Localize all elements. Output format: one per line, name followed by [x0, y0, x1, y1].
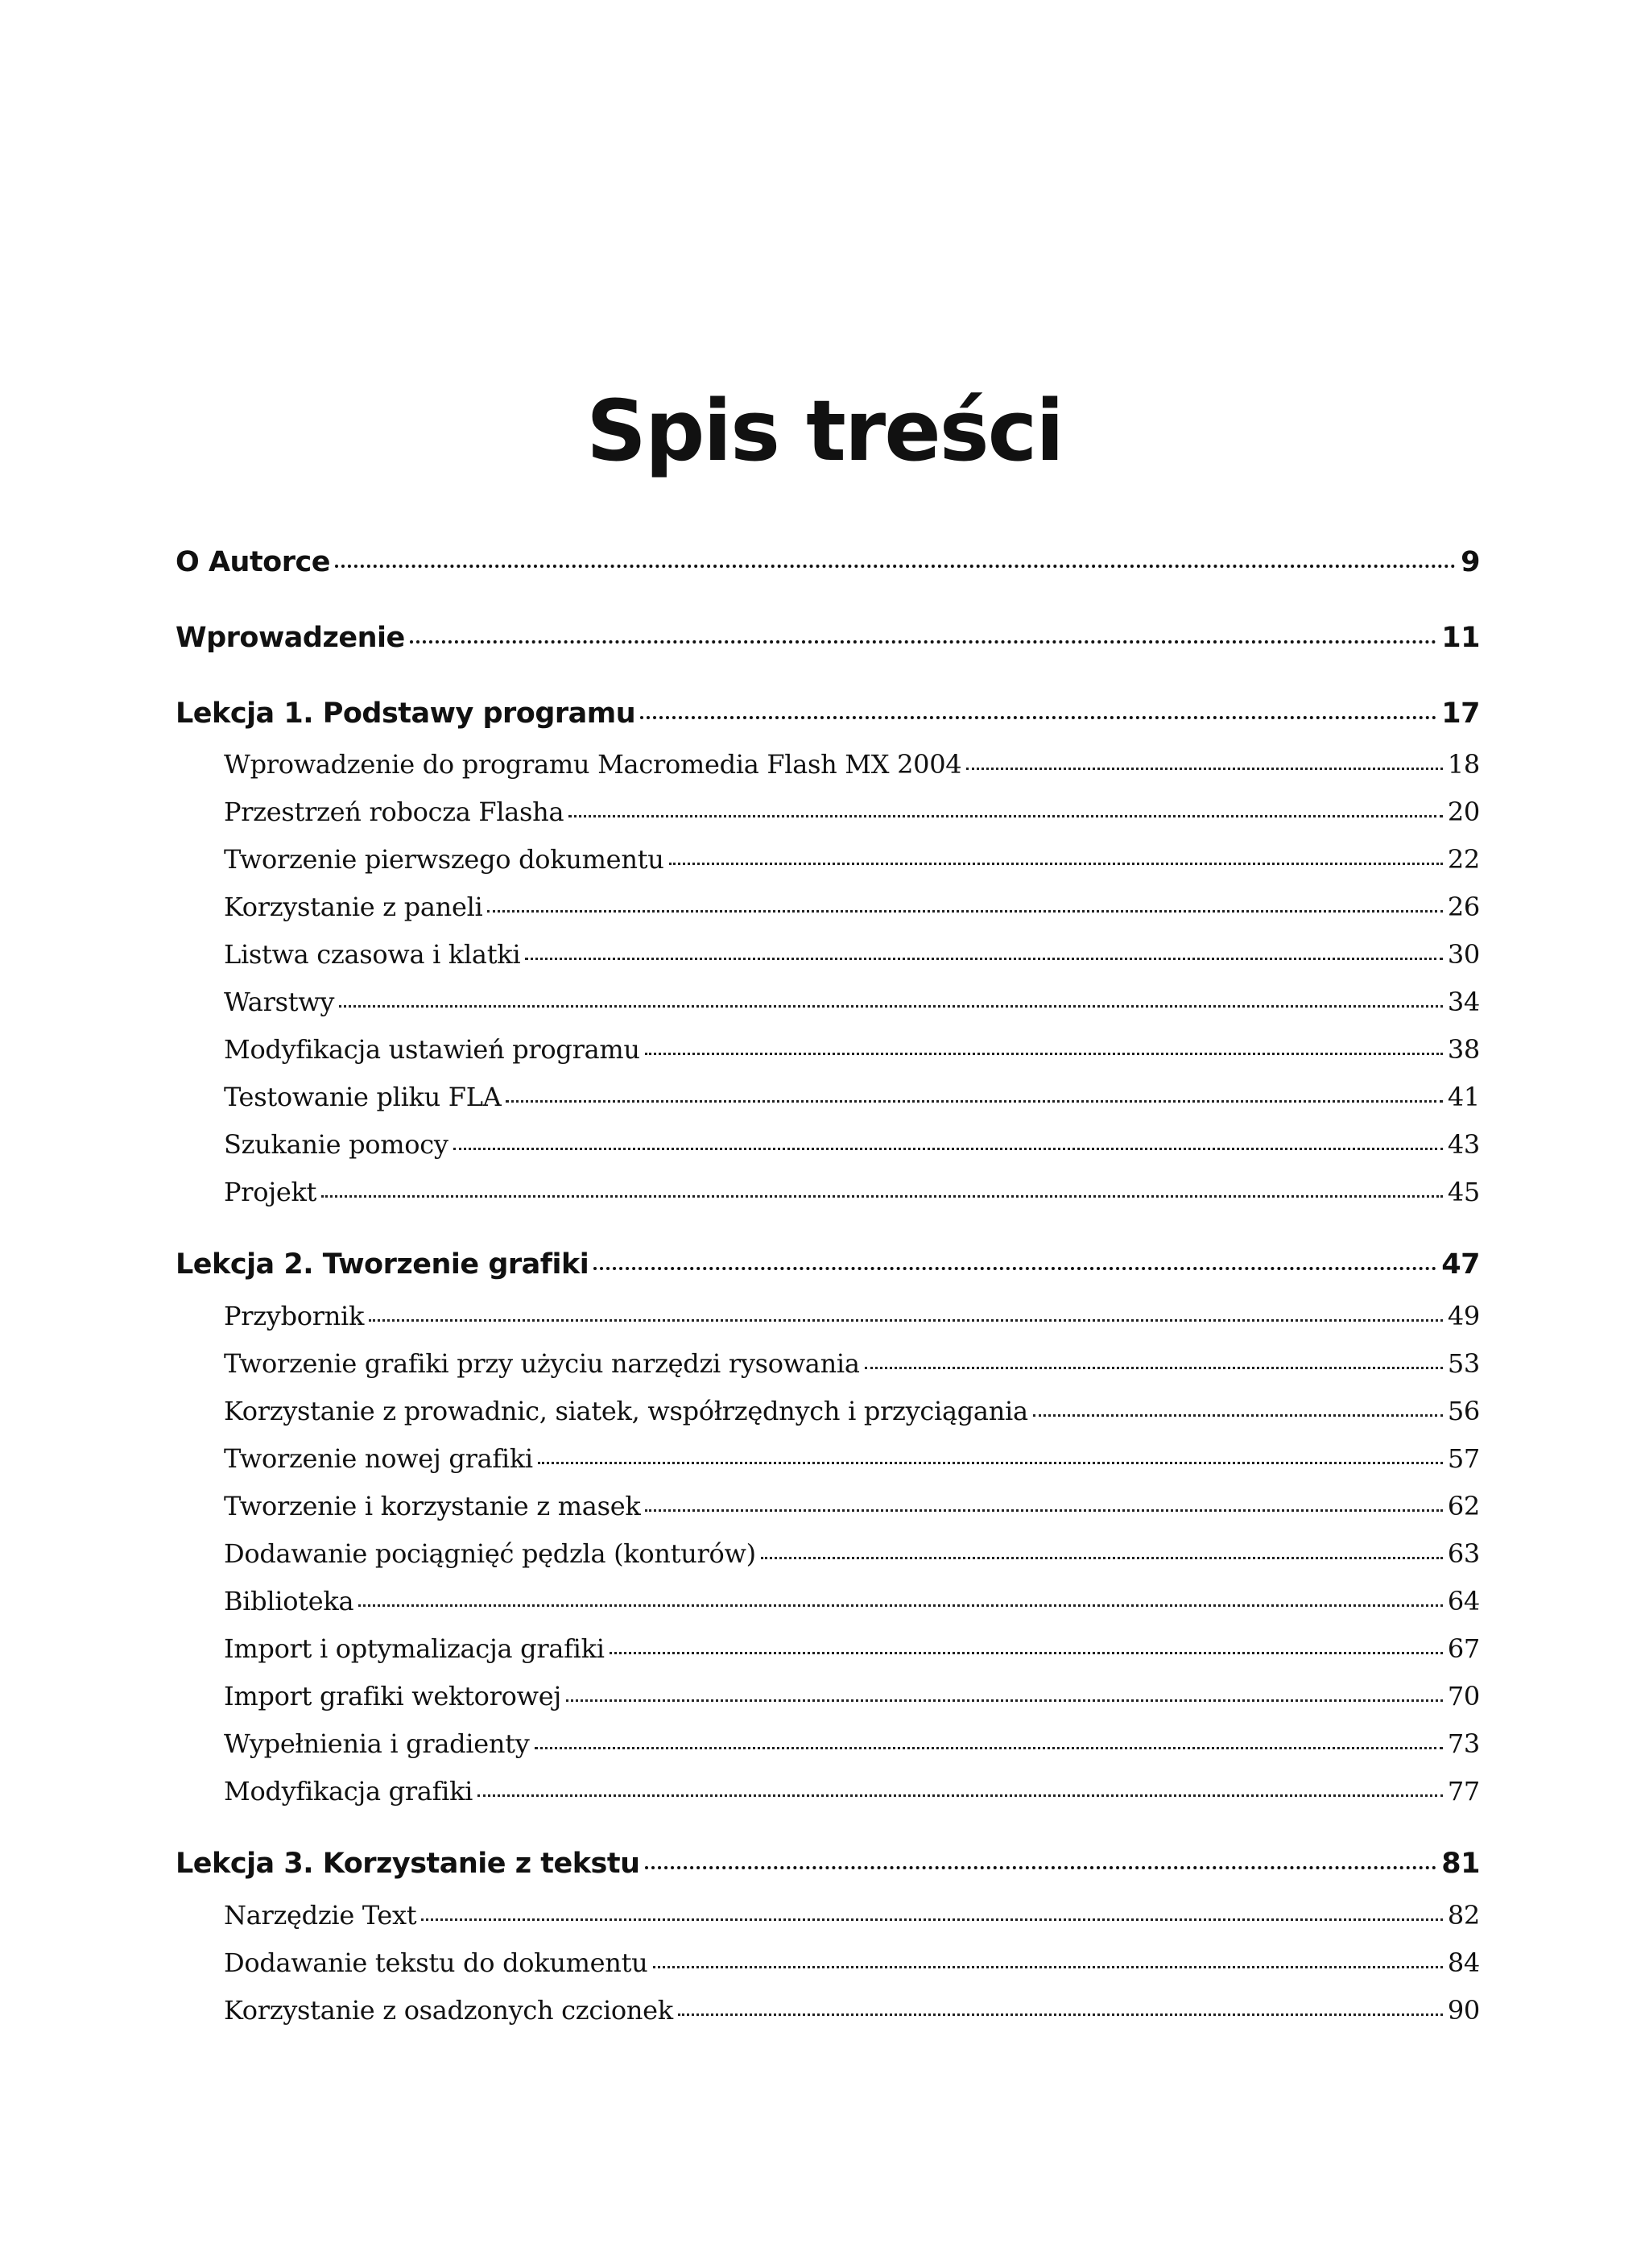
- toc-entry-page: 64: [1447, 1586, 1480, 1616]
- dot-leader: [640, 716, 1436, 719]
- toc-section[interactable]: [176, 1034, 1480, 1065]
- toc-entry-label: Tworzenie pierwszego dokumentu: [224, 844, 664, 875]
- toc-entry-label: Testowanie pliku FLA: [224, 1082, 502, 1112]
- toc-entry-page: 30: [1447, 939, 1480, 970]
- toc-section[interactable]: [176, 1443, 1480, 1474]
- toc-entry-label: Korzystanie z prowadnic, siatek, współrzędnych i przyciągania: [224, 1396, 1028, 1426]
- toc-section[interactable]: [176, 1538, 1480, 1569]
- toc-entry-label: Warstwy: [224, 987, 335, 1017]
- toc-chapter[interactable]: [176, 1848, 1480, 1880]
- toc-entry-page: 34: [1447, 987, 1480, 1017]
- toc-entry-label: Tworzenie grafiki przy użyciu narzędzi rysowania: [224, 1348, 860, 1379]
- toc-entry-page: 84: [1447, 1947, 1480, 1978]
- toc-section[interactable]: [176, 1177, 1480, 1207]
- toc-section[interactable]: [176, 987, 1480, 1017]
- toc-entry-page: 56: [1447, 1396, 1480, 1426]
- toc-entry-label: Listwa czasowa i klatki: [224, 939, 521, 970]
- dot-leader: [421, 1918, 1443, 1921]
- toc-section[interactable]: [176, 1129, 1480, 1160]
- toc-entry-page: 90: [1447, 1995, 1480, 2026]
- toc-chapter[interactable]: [176, 622, 1480, 654]
- toc-section[interactable]: [176, 1491, 1480, 1521]
- dot-leader: [568, 815, 1443, 817]
- toc-entry-label: Import grafiki wektorowej: [224, 1681, 561, 1711]
- dot-leader: [645, 1866, 1437, 1869]
- toc-entry-page: 47: [1441, 1248, 1480, 1281]
- dot-leader: [525, 958, 1443, 960]
- toc-entry-label: Biblioteka: [224, 1586, 354, 1616]
- toc-entry-page: 62: [1447, 1491, 1480, 1521]
- toc-section[interactable]: [176, 1900, 1480, 1931]
- toc-section[interactable]: [176, 1396, 1480, 1426]
- dot-leader: [610, 1652, 1443, 1654]
- toc-section[interactable]: [176, 797, 1480, 827]
- toc-entry-page: 70: [1447, 1681, 1480, 1711]
- toc-section[interactable]: [176, 1995, 1480, 2026]
- dot-leader: [678, 2013, 1443, 2016]
- toc-entry-label: Przybornik: [224, 1301, 365, 1331]
- toc-entry-page: 17: [1441, 697, 1480, 730]
- dot-leader: [410, 640, 1437, 644]
- dot-leader: [535, 1747, 1443, 1749]
- toc-entry-label: Projekt: [224, 1177, 317, 1207]
- dot-leader: [477, 1794, 1443, 1797]
- toc-section[interactable]: [176, 1348, 1480, 1379]
- toc-entry-page: 9: [1461, 546, 1480, 578]
- toc-entry-label: Tworzenie nowej grafiki: [224, 1443, 533, 1474]
- toc-entry-label: Modyfikacja ustawień programu: [224, 1034, 640, 1065]
- toc-section[interactable]: [176, 939, 1480, 970]
- toc-entry-page: 43: [1447, 1129, 1480, 1160]
- toc-entry-label: Lekcja 3. Korzystanie z tekstu: [176, 1848, 640, 1880]
- dot-leader: [669, 863, 1443, 865]
- toc-entry-label: Import i optymalizacja grafiki: [224, 1633, 605, 1664]
- toc-entry-label: Lekcja 2. Tworzenie grafiki: [176, 1248, 589, 1281]
- toc-section[interactable]: [176, 1586, 1480, 1616]
- dot-leader: [1033, 1414, 1443, 1417]
- dot-leader: [369, 1319, 1443, 1322]
- toc-entry-page: 73: [1447, 1728, 1480, 1759]
- toc-section[interactable]: [176, 1728, 1480, 1759]
- dot-leader: [645, 1509, 1442, 1512]
- toc-entry-page: 45: [1447, 1177, 1480, 1207]
- dot-leader: [538, 1462, 1443, 1464]
- toc-entry-label: O Autorce: [176, 546, 330, 578]
- toc-entry-page: 26: [1447, 892, 1480, 922]
- toc-entry-label: Korzystanie z osadzonych czcionek: [224, 1995, 673, 2026]
- toc-entry-page: 18: [1447, 749, 1480, 780]
- toc-entry-page: 57: [1447, 1443, 1480, 1474]
- toc-section[interactable]: [176, 1776, 1480, 1807]
- toc-chapter[interactable]: [176, 546, 1480, 578]
- dot-leader: [645, 1053, 1443, 1055]
- toc-section[interactable]: [176, 1633, 1480, 1664]
- toc-entry-page: 41: [1447, 1082, 1480, 1112]
- page-title: Spis treści: [586, 382, 1063, 480]
- dot-leader: [865, 1367, 1443, 1369]
- table-of-contents: [176, 0, 1480, 2268]
- toc-entry-page: 63: [1447, 1538, 1480, 1569]
- dot-leader: [966, 768, 1443, 770]
- toc-entry-page: 81: [1441, 1848, 1480, 1880]
- toc-entry-page: 53: [1447, 1348, 1480, 1379]
- dot-leader: [487, 910, 1442, 913]
- dot-leader: [506, 1100, 1442, 1103]
- toc-entry-label: Wprowadzenie: [176, 622, 405, 654]
- toc-entry-label: Wypełnienia i gradienty: [224, 1728, 530, 1759]
- toc-entry-page: 22: [1447, 844, 1480, 875]
- toc-entry-page: 82: [1447, 1900, 1480, 1931]
- dot-leader: [653, 1966, 1443, 1968]
- toc-entry-label: Przestrzeń robocza Flasha: [224, 797, 564, 827]
- toc-chapter[interactable]: [176, 1248, 1480, 1281]
- toc-entry-page: 38: [1447, 1034, 1480, 1065]
- toc-entry-label: Tworzenie i korzystanie z masek: [224, 1491, 641, 1521]
- toc-entry-page: 20: [1447, 797, 1480, 827]
- toc-chapter[interactable]: [176, 697, 1480, 730]
- toc-entry-label: Korzystanie z paneli: [224, 892, 483, 922]
- toc-section[interactable]: [176, 844, 1480, 875]
- dot-leader: [339, 1005, 1443, 1008]
- toc-section[interactable]: [176, 1082, 1480, 1112]
- toc-section[interactable]: [176, 1681, 1480, 1711]
- dot-leader: [593, 1267, 1436, 1270]
- toc-entry-label: Dodawanie tekstu do dokumentu: [224, 1947, 648, 1978]
- toc-entry-page: 67: [1447, 1633, 1480, 1664]
- toc-section[interactable]: [176, 1301, 1480, 1331]
- dot-leader: [761, 1557, 1443, 1559]
- toc-section[interactable]: [176, 1947, 1480, 1978]
- dot-leader: [335, 565, 1456, 568]
- toc-entry-label: Dodawanie pociągnięć pędzla (konturów): [224, 1538, 756, 1569]
- toc-entry-label: Wprowadzenie do programu Macromedia Flash MX 2004: [224, 749, 962, 780]
- dot-leader: [358, 1604, 1443, 1607]
- toc-entry-label: Modyfikacja grafiki: [224, 1776, 473, 1807]
- toc-entry-page: 11: [1441, 622, 1480, 654]
- dot-leader: [321, 1195, 1443, 1198]
- dot-leader: [453, 1148, 1443, 1150]
- toc-section[interactable]: [176, 892, 1480, 922]
- toc-entry-label: Lekcja 1. Podstawy programu: [176, 697, 636, 730]
- toc-entry-page: 49: [1447, 1301, 1480, 1331]
- toc-entry-label: Szukanie pomocy: [224, 1129, 448, 1160]
- toc-section[interactable]: [176, 749, 1480, 780]
- toc-entry-label: Narzędzie Text: [224, 1900, 417, 1931]
- dot-leader: [566, 1699, 1443, 1702]
- toc-entry-page: 77: [1447, 1776, 1480, 1807]
